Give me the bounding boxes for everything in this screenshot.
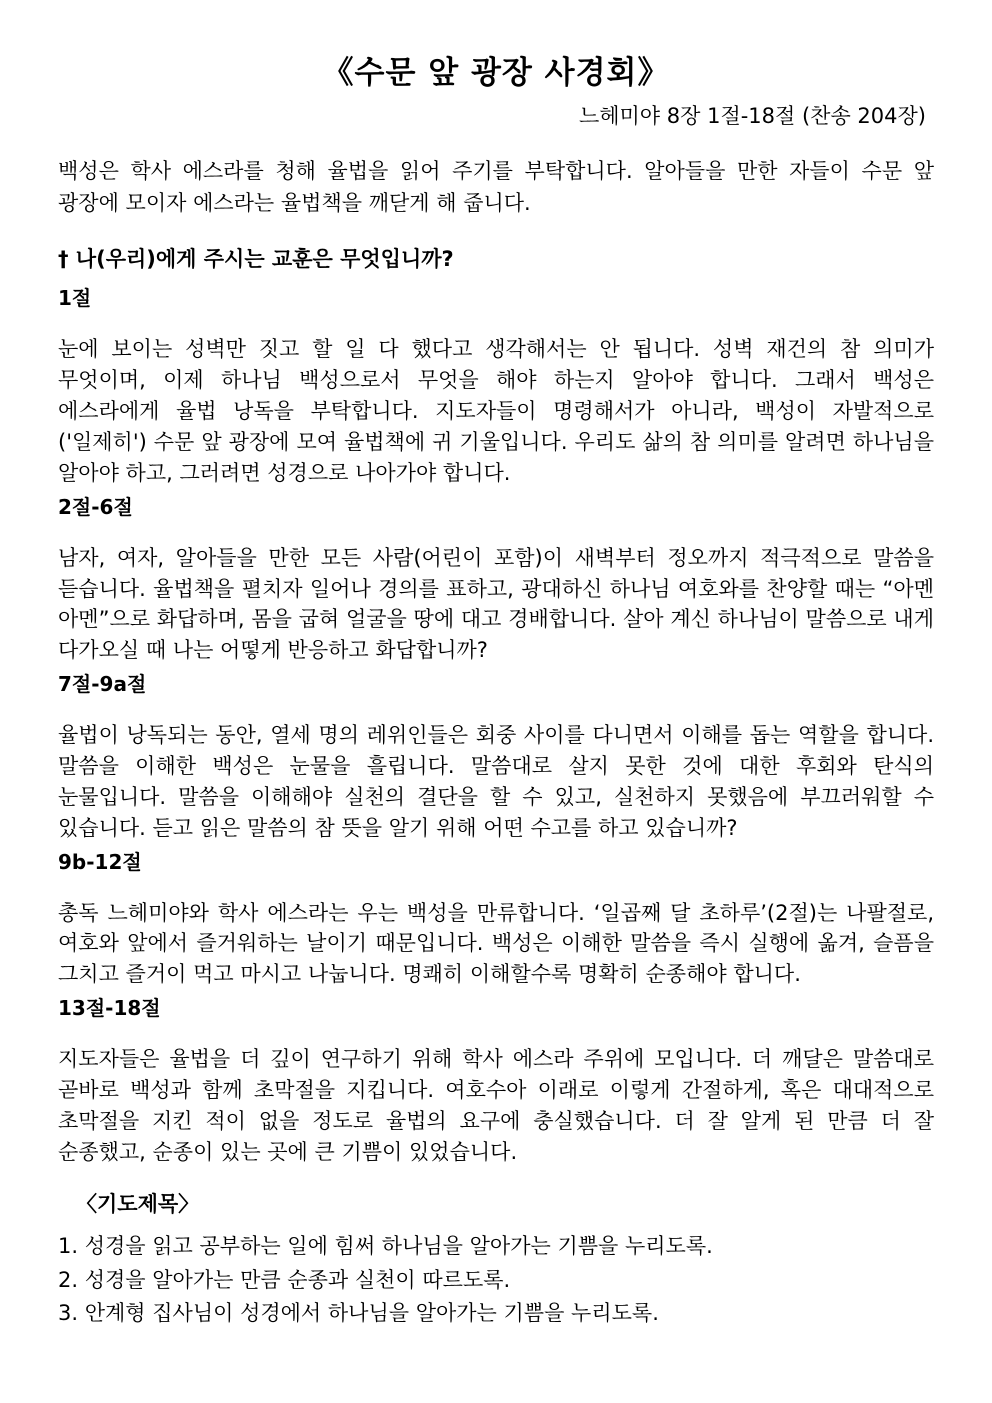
prayer-list bbox=[58, 1231, 934, 1330]
verse-body: 총독 느헤미야와 학사 에스라는 우는 백성을 만류합니다. ‘일곱째 달 초하루’(2절)는 나팔절로, 여호와 앞에서 즐거워하는 날이기 때문입니다. 백성은 이해한 말씀을 즉시 실행에 옮겨, 슬픔을 그치고 즐거이 먹고 마시고 나눕니다. 명쾌히 이해할수록 명확히 순종해야 합니다. bbox=[58, 900, 934, 987]
verse-label: 2절-6절 bbox=[58, 494, 133, 519]
page-title: 《수문 앞 광장 사경회》 bbox=[322, 55, 670, 91]
verse-block bbox=[58, 284, 934, 488]
verse-body: 지도자들은 율법을 더 깊이 연구하기 위해 학사 에스라 주위에 모입니다. 더 깨달은 말씀대로 곧바로 백성과 함께 초막절을 지킵니다. 여호수아 이래로 이렇게 간절하게, 혹은 대대적으로 초막절을 지킨 적이 없을 정도로 율법의 요구에 충실했습니다. 더 잘 알게 된 만큼 더 잘 순종했고, 순종이 있는 곳에 큰 기쁨이 있었습니다. bbox=[58, 1047, 934, 1164]
verse-label: 9b-12절 bbox=[58, 849, 142, 874]
verse-block bbox=[58, 493, 934, 666]
intro-paragraph: 백성은 학사 에스라를 청해 율법을 읽어 주기를 부탁합니다. 알아들을 만한 자들이 수문 앞 광장에 모이자 에스라는 율법책을 깨닫게 해 줍니다. bbox=[58, 159, 934, 215]
verse-body: 율법이 낭독되는 동안, 열세 명의 레위인들은 회중 사이를 다니면서 이해를 돕는 역할을 합니다. 말씀을 이해한 백성은 눈물을 흘립니다. 말씀대로 살지 못한 것에 대한 후회와 탄식의 눈물입니다. 말씀을 이해해야 실천의 결단을 할 수 있고, 실천하지 못했음에 부끄러워할 수 있습니다. 듣고 읽은 말씀의 참 뜻을 알기 위해 어떤 수고를 하고 있습니까? bbox=[58, 723, 934, 840]
verse-label: 13절-18절 bbox=[58, 996, 161, 1021]
list-item: 3. 안계형 집사님이 성경에서 하나님을 알아가는 기쁨을 누리도록. bbox=[58, 1301, 659, 1326]
section-heading: † 나(우리)에게 주시는 교훈은 무엇입니까? bbox=[58, 247, 454, 272]
verse-body: 남자, 여자, 알아들을 만한 모든 사람(어린이 포함)이 새벽부터 정오까지 적극적으로 말씀을 듣습니다. 율법책을 펼치자 일어나 경의를 표하고, 광대하신 하나님 여호와를 찬양할 때는 “아멘 아멘”으로 화답하며, 몸을 굽혀 얼굴을 땅에 대고 경배합니다. 살아 계신 하나님이 말씀으로 내게 다가오실 때 나는 어떻게 반응하고 화답합니까? bbox=[58, 545, 934, 663]
scripture-reference: 느헤미야 8장 1절-18절 (찬송 204장) bbox=[578, 103, 926, 128]
list-item: 1. 성경을 읽고 공부하는 일에 힘써 하나님을 알아가는 기쁨을 누리도록. bbox=[58, 1234, 713, 1259]
list-item: 2. 성경을 알아가는 만큼 순종과 실천이 따르도록. bbox=[58, 1267, 511, 1292]
verse-block bbox=[58, 994, 934, 1167]
prayer-heading: 〈기도제목〉 bbox=[76, 1191, 200, 1216]
verse-body: 눈에 보이는 성벽만 짓고 할 일 다 했다고 생각해서는 안 됩니다. 성벽 재건의 참 의미가 무엇이며, 이제 하나님 백성으로서 무엇을 해야 하는지 알아야 합니다. 그래서 백성은 에스라에게 율법 낭독을 부탁합니다. 지도자들이 명령해서가 아니라, 백성이 자발적으로('일제히') 수문 앞 광장에 모여 율법책에 귀 기울입니다. 우리도 삶의 참 의미를 알려면 하나님을 알아야 하고, 그러려면 성경으로 나아가야 합니다. bbox=[58, 337, 934, 485]
verse-block bbox=[58, 848, 934, 991]
verse-label: 7절-9a절 bbox=[58, 672, 147, 697]
verse-block bbox=[58, 670, 934, 843]
verse-label: 1절 bbox=[58, 286, 92, 311]
